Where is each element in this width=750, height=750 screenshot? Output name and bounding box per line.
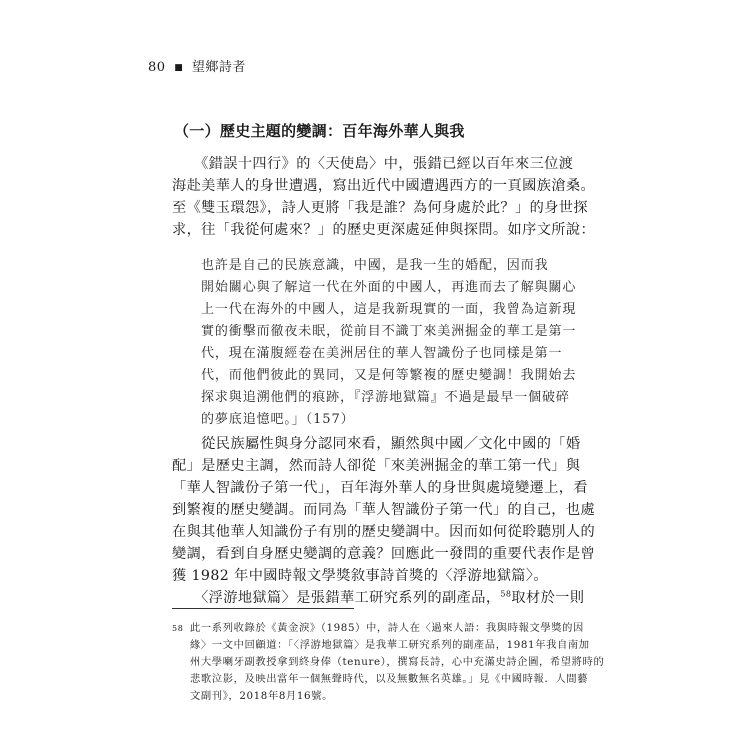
block-quote xyxy=(201,255,581,431)
quote-line: 的夢底追憶吧。」（157） xyxy=(201,412,355,427)
footnote xyxy=(172,620,605,705)
paragraph-line: 到繁複的歷史變調。而同為「華人智識份子第一代」的自己，也處 xyxy=(172,502,596,518)
paragraph-line: 「華人智識份子第一代」，百年海外華人的身世與處境變遷上，看 xyxy=(172,480,588,496)
footnote-text: 此一系列收錄於《黃金淚》（1985）中，詩人在〈過來人語：我與時報文學獎的因 xyxy=(190,622,584,634)
paragraph-line: 海赴美華人的身世遭遇，寫出近代中國遭遇西方的一頁國族滄桑。 xyxy=(172,178,596,194)
paragraph-line: 變調，看到自身歷史變調的意義？回應此一發問的重要代表作是曾 xyxy=(172,546,596,562)
footnote-text: 緣〉一文中回顧道：「〈浮游地獄篇〉是我華工研究系列的副產品，1981年我自南加 xyxy=(190,639,590,651)
paragraph-line: 配」是歷史主調，然而詩人卻從「來美洲掘金的華工第一代」與 xyxy=(172,458,581,474)
section-heading: （一）歷史主題的變調：百年海外華人與我 xyxy=(174,122,465,140)
header-separator: ■ xyxy=(174,62,184,73)
quote-line: 實的衝擊而徹夜未眠，從前目不識丁來美洲掘金的華工是第一 xyxy=(201,324,577,339)
paragraph-2 xyxy=(172,433,596,609)
paragraph-line-with-footnote xyxy=(172,587,585,609)
quote-line: 代，現在滿腹經卷在美洲居住的華人智識份子也同樣是第一 xyxy=(201,346,563,361)
quote-line: 也許是自己的民族意識，中國，是我一生的婚配，因而我 xyxy=(201,258,549,273)
paragraph-text: 〈浮游地獄篇〉是張錯華工研究系列的副產品， xyxy=(172,590,501,606)
paragraph-line: 獲 1982 年中國時報文學獎敘事詩首獎的〈浮游地獄篇〉。 xyxy=(172,568,548,584)
paragraph-1 xyxy=(172,153,596,241)
footnote-line xyxy=(172,637,592,654)
quote-line: 代，而他們彼此的異同，又是何等繁複的歷史變調！我開始去 xyxy=(201,368,577,383)
quote-line: 探求與追溯他們的痕跡，『浮游地獄篇』不過是最早一個破碎 xyxy=(201,390,570,405)
page-header xyxy=(148,56,246,75)
footnote-divider xyxy=(172,608,354,609)
footnote-line xyxy=(172,671,592,688)
footnote-line xyxy=(172,620,592,637)
footnote-reference[interactable]: 58 xyxy=(500,589,512,599)
paragraph-line: 《錯誤十四行》的〈天使島〉中，張錯已經以百年來三位渡 xyxy=(172,156,574,172)
page-number: 80 xyxy=(148,60,166,75)
paragraph-line: 至《雙玉環怨》，詩人更將「我是誰？為何身處於此？」的身世探 xyxy=(172,200,588,216)
footnote-line xyxy=(172,688,592,705)
paragraph-line: 求，往「我從何處來？」的歷史更深處延伸與探問。如序文所說： xyxy=(172,222,596,238)
footnote-text: 悲歌泣影，及映出當年一個無聲時代，以及無數無名英雄。」見《中國時報．人間藝 xyxy=(190,673,589,685)
paragraph-text: 取材於一則 xyxy=(511,590,585,606)
quote-line: 開始關心與了解這一代在外面的中國人，再進而去了解與關心 xyxy=(201,280,577,295)
footnote-text: 文副刊》，2018年8月16號。 xyxy=(190,690,333,702)
footnote-number: 58 xyxy=(172,624,184,633)
quote-line: 上一代在海外的中國人，這是我新現實的一面，我曾為這新現 xyxy=(201,302,577,317)
paragraph-line: 從民族屬性與身分認同來看，顯然與中國／文化中國的「婚 xyxy=(172,436,581,452)
footnote-text: 州大學喇牙副教授拿到終身俸（tenure），撰寫長詩，心中充滿史詩企圖，希望將時的 xyxy=(190,656,605,668)
footnote-line xyxy=(172,654,605,671)
paragraph-line: 在與其他華人知識份子有別的歷史變調中。因而如何從聆聽別人的 xyxy=(172,524,596,540)
book-title: 望鄉詩者 xyxy=(191,60,246,75)
